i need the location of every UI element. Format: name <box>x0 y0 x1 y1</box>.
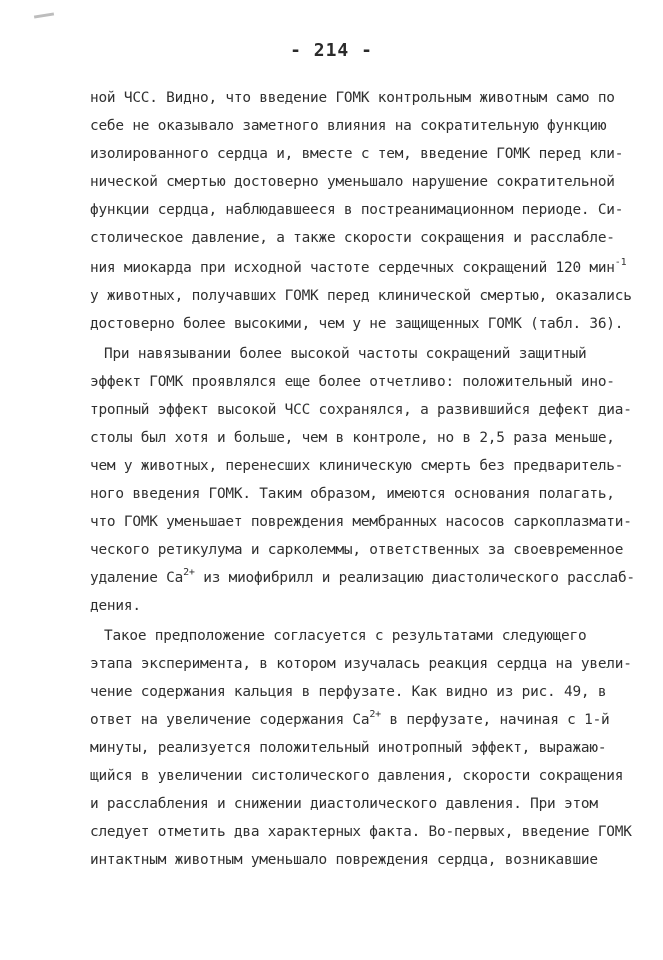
text-line: ческого ретикулума и сарколеммы, ответственных за своевременное <box>90 542 624 558</box>
scan-mark <box>34 12 54 18</box>
text-line: этапа эксперимента, в котором изучалась реакция сердца на увели- <box>90 656 632 672</box>
text-line: изолированного сердца и, вместе с тем, введение ГОМК перед кли- <box>90 146 624 162</box>
text-line: ной ЧСС. Видно, что введение ГОМК контрольным животным само по <box>90 90 615 106</box>
text-line: При навязывании более высокой частоты сокращений защитный <box>104 346 587 362</box>
text-fragment: ния миокарда при исходной частоте сердечных сокращений 120 мин <box>90 260 615 276</box>
text-line-with-superscript <box>90 567 635 586</box>
text-line: следует отметить два характерных факта. Во-первых, введение ГОМК <box>90 824 632 840</box>
text-line: эффект ГОМК проявлялся еще более отчетливо: положительный ино- <box>90 374 615 390</box>
text-line: тропный эффект высокой ЧСС сохранялся, а развившийся дефект диа- <box>90 402 632 418</box>
text-line: нической смертью достоверно уменьшало нарушение сократительной <box>90 174 615 190</box>
text-line: столы был хотя и больше, чем в контроле, но в 2,5 раза меньше, <box>90 430 615 446</box>
text-line: интактным животным уменьшало повреждения сердца, возникавшие <box>90 852 598 868</box>
text-line: ного введения ГОМК. Таким образом, имеются основания полагать, <box>90 486 615 502</box>
text-line: чение содержания кальция в перфузате. Как видно из рис. 49, в <box>90 684 607 700</box>
text-line: себе не оказывало заметного влияния на сократительную функцию <box>90 118 607 134</box>
text-line-with-superscript <box>90 709 610 728</box>
text-fragment: в перфузате, начиная с 1-й <box>380 712 610 728</box>
text-line: функции сердца, наблюдавшееся в постреанимационном периоде. Си- <box>90 202 624 218</box>
text-line: дения. <box>90 598 141 614</box>
text-line: и расслабления и снижении диастолического давления. При этом <box>90 796 598 812</box>
text-line: достоверно более высокими, чем у не защищенных ГОМК (табл. 36). <box>90 316 624 332</box>
text-line: столическое давление, а также скорости сокращения и расслабле- <box>90 230 615 246</box>
text-fragment: из миофибрилл и реализацию диастолического расслаб- <box>194 570 635 586</box>
text-line: щийся в увеличении систолического давления, скорости сокращения <box>90 768 624 784</box>
superscript: -1 <box>614 257 627 269</box>
text-line: у животных, получавших ГОМК перед клинической смертью, оказались <box>90 288 632 304</box>
superscript: 2+ <box>183 567 195 579</box>
superscript: 2+ <box>369 709 381 721</box>
text-line: минуты, реализуется положительный инотропный эффект, выражаю- <box>90 740 607 756</box>
text-fragment: ответ на увеличение содержания Ca <box>90 712 370 728</box>
page-number: - 214 - <box>290 40 373 61</box>
text-line: чем у животных, перенесших клиническую смерть без предваритель- <box>90 458 624 474</box>
text-line-with-superscript <box>90 257 627 276</box>
text-fragment: удаление Ca <box>90 570 184 586</box>
text-line: Такое предположение согласуется с результатами следующего <box>104 628 587 644</box>
text-line: что ГОМК уменьшает повреждения мембранных насосов саркоплазмати- <box>90 514 632 530</box>
